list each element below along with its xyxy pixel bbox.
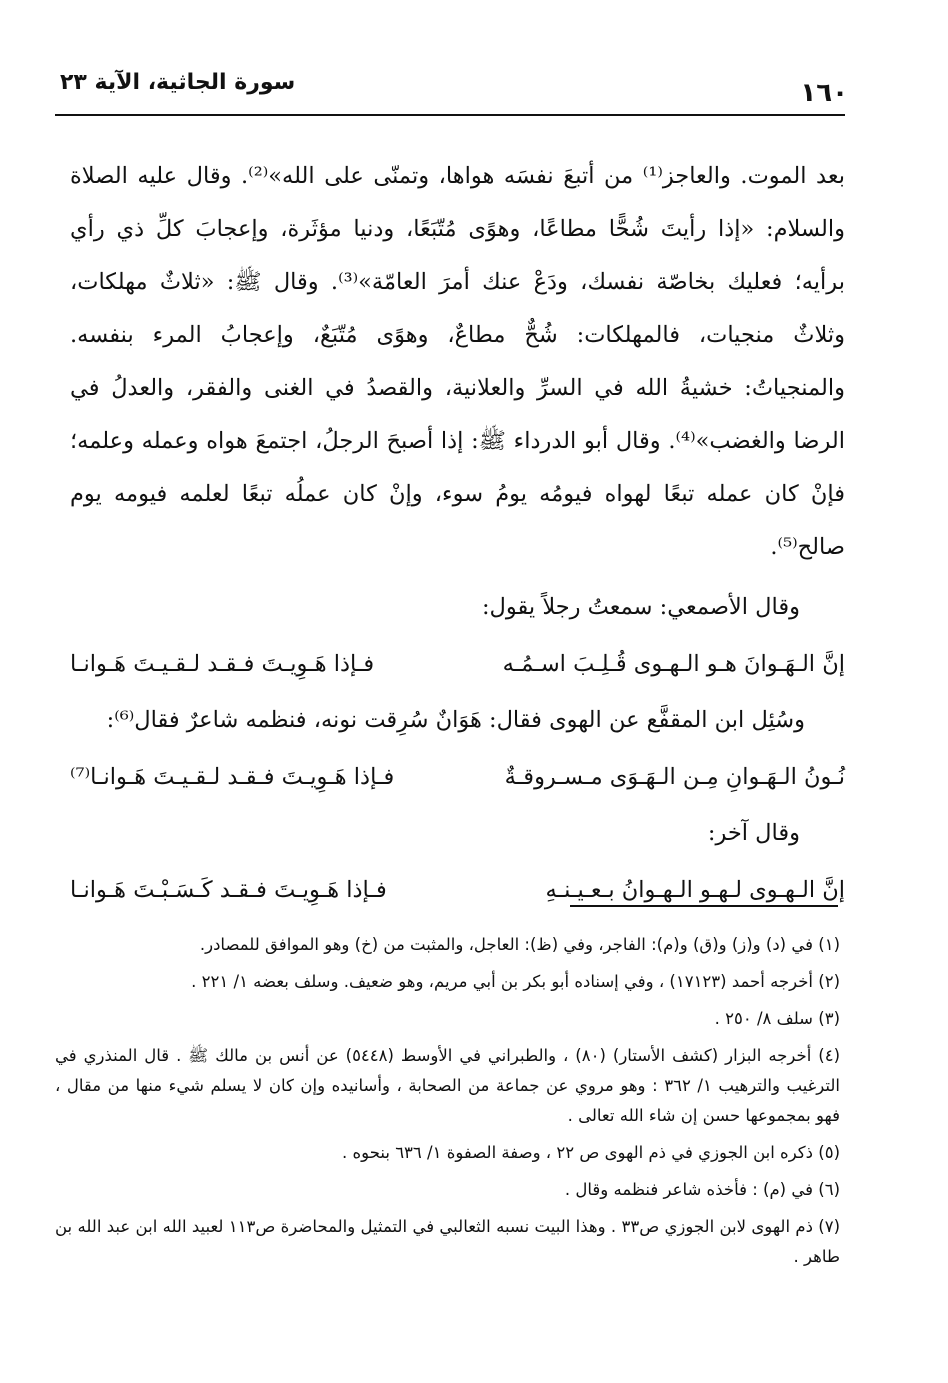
footnote: (٢) أخرجه أحمد (١٧١٢٣) ، وفي إسناده أبو بكر بن أبي مريم، وهو ضعيف. وسلف بعضه ١/ ٢٢١ .	[191, 972, 840, 991]
body-paragraph: بعد الموت. والعاجز⁽¹⁾ من أتبعَ نفسَه هواها، وتمنّى على الله»⁽²⁾. وقال عليه الصلاة والسلام: «إذا رأيتَ شُحًّا مطاعًا، وهوًى مُتّبَعًا، ودنيا مؤثَرة، وإعجابَ كلِّ ذي رأي برأيه؛ فعليك بخاصّة نفسك، ودَعْ عنك أمرَ العامّة»⁽³⁾. وقال ﷺ: «ثلاثٌ مهلكات، وثلاثٌ منجيات، فالمهلكات: شُحٌّ مطاعٌ، وهوًى مُتّبَعٌ، وإعجابُ المرء بنفسه. والمنجياتُ: خشيةُ الله في السرِّ والعلانية، والقصدُ في الغنى والفقر، والعدلُ في الرضا والغضب»⁽⁴⁾. وقال أبو الدرداء ﷺ: إذا أصبحَ الرجلُ، اجتمعَ هواه وعمله وعلمه؛ فإنْ كان عمله تبعًا لهواه فيومُه يومُ سوء، وإنْ كان عملُه تبعًا لعلمه فيومه يوم صالح⁽⁵⁾.	[70, 163, 845, 560]
verse-second-hemistich: فـإذا هَـوِيـتَ فـقـد كَـسَـبْـتَ هَـوانـا	[70, 877, 387, 903]
page-number: ١٦٠	[800, 78, 848, 108]
main-text	[70, 150, 845, 920]
footnote: (٥) ذكره ابن الجوزي في ذم الهوى ص ٢٢ ، وصفة الصفوة ١/ ٦٣٦ بنحوه .	[342, 1143, 840, 1162]
footnote-divider	[570, 905, 838, 907]
verse-first-hemistich: إنَّ الـهـوى لـهـو الـهـوانُ بـعـيـنـهِ	[545, 877, 845, 903]
verse-intro: وسُئِل ابن المقفَّع عن الهوى فقال: هَوَانٌ سُرِقت نونه، فنظمه شاعرٌ فقال⁽⁶⁾:	[106, 707, 805, 733]
poetry-verse	[70, 634, 845, 694]
footnote: (٤) أخرجه البزار (كشف الأستار) (٨٠) ، والطبراني في الأوسط (٥٤٤٨) عن أنس بن مالك ﷺ . قال المنذري في الترغيب والترهيب ١/ ٣٦٢ : وهو مروي عن جماعة من الصحابة ، وأسانيده وإن كان لا يسلم شيء منها من مقال ، فهو بمجموعها حسن إن شاء الله تعالى .	[55, 1046, 840, 1125]
footnote: (١) في (د) و(ز) و(ق) و(م): الفاجر، وفي (ظ): العاجل، والمثبت من (خ) وهو الموافق للمصادر.	[199, 935, 840, 954]
verse-first-hemistich: إنَّ الـهَـوانَ هـو الـهـوى قُـلِـبَ اسـمُـه	[502, 651, 845, 677]
verse-intro: وقال آخر:	[707, 820, 800, 846]
poetry-verse	[70, 747, 845, 807]
header-divider	[55, 114, 845, 116]
footnotes	[55, 930, 840, 1272]
footnote: (٧) ذم الهوى لابن الجوزي ص٣٣ . وهذا البيت نسبه الثعالبي في التمثيل والمحاضرة ص١١٣ لعبيد الله ابن عبد الله بن طاهر .	[55, 1217, 841, 1266]
verse-second-hemistich: فـإذا هَـوِيـتَ فـقـد لـقـيـتَ هَـوانـا	[70, 651, 375, 677]
poetry-verse	[70, 860, 845, 920]
verse-intro: وقال الأصمعي: سمعتُ رجلاً يقول:	[481, 594, 800, 620]
footnote: (٦) في (م) : فأخذه شاعر فنظمه وقال .	[564, 1180, 840, 1199]
verse-first-hemistich: نُـونُ الـهَـوانِ مِـن الـهَـوَى مـسـروقـةٌ	[504, 764, 845, 790]
running-header-title: سورة الجاثية، الآية ٢٣	[60, 70, 296, 95]
verse-second-hemistich: فـإذا هَـوِيـتَ فـقـد لـقـيـتَ هَـوانـا⁽⁷⁾	[70, 764, 395, 790]
footnote: (٣) سلف ٨/ ٢٥٠ .	[714, 1009, 840, 1028]
